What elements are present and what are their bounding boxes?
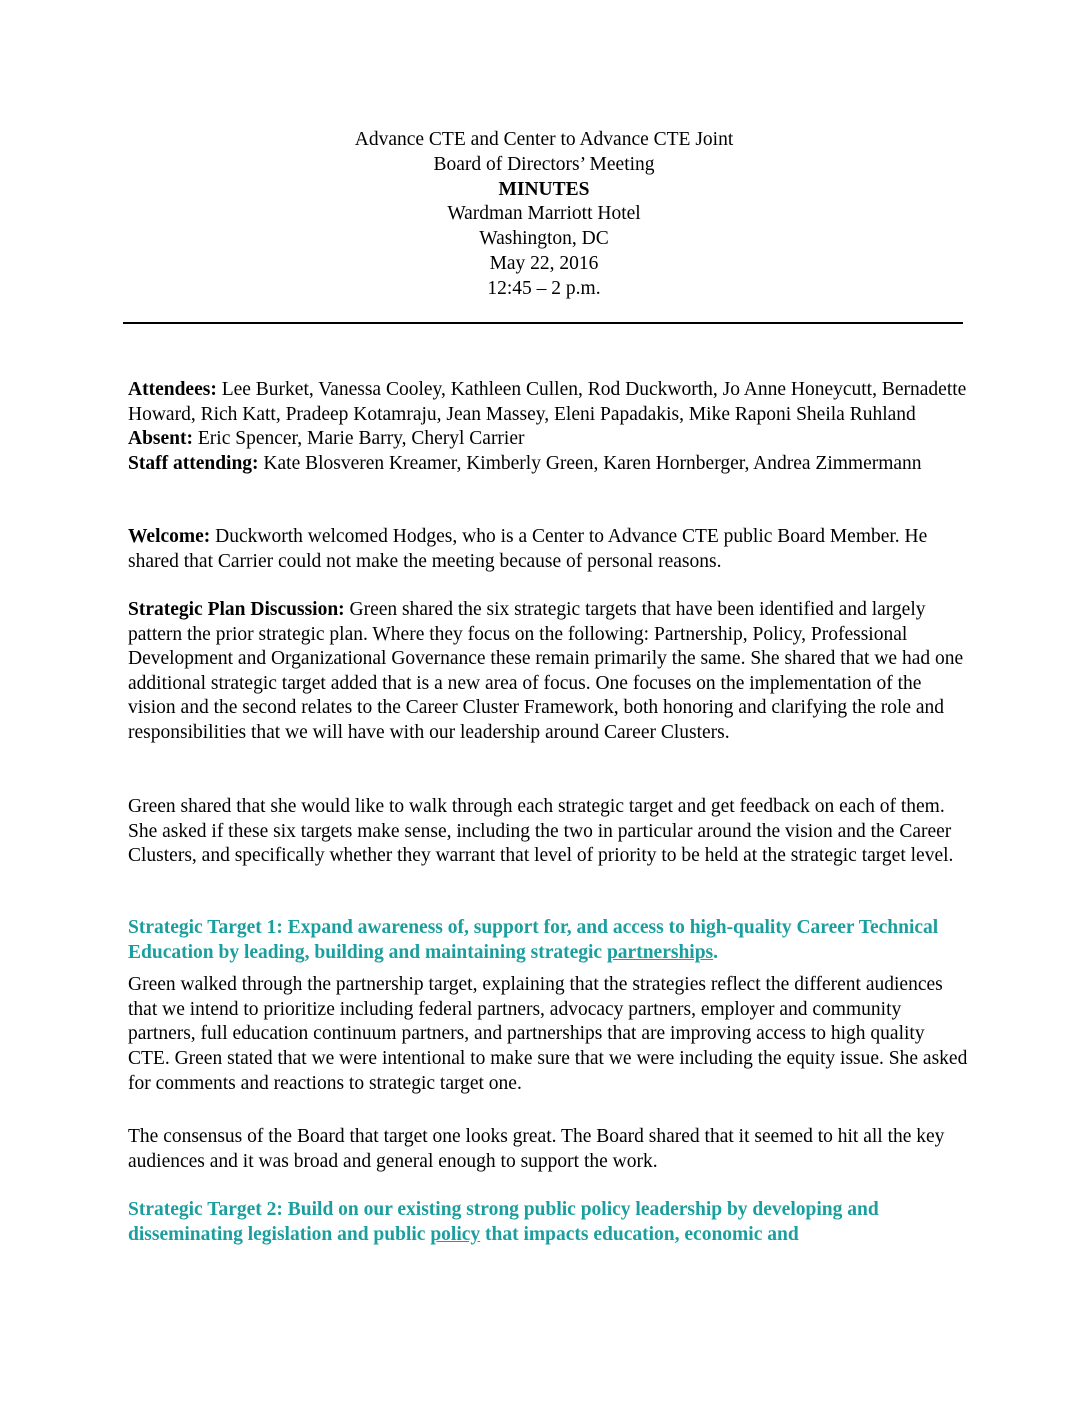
- target1-heading: [128, 916, 968, 965]
- strategic-plan-paragraph-2: Green shared that she would like to walk through each strategic target and get feedback on each of them. She asked if these six targets make sense, including the two in particular around the vision and the Career Clusters, and specifically whether they warrant that level of priority to be held at the strategic target level.: [128, 796, 954, 867]
- absent-list: Eric Spencer, Marie Barry, Cheryl Carrier: [193, 428, 525, 450]
- target1-consensus-block: [128, 1125, 968, 1174]
- target2-heading-text: Strategic Target 2: Build on our existing strong public policy leadership by developing and disseminating legislation and public: [128, 1199, 879, 1245]
- target1-heading-end: .: [713, 941, 719, 963]
- attendance-block: [128, 378, 968, 476]
- target2-heading: [128, 1198, 968, 1247]
- welcome-paragraph: [128, 525, 968, 574]
- welcome-block: [128, 525, 968, 574]
- header-time: 12:45 – 2 p.m.: [487, 277, 601, 299]
- target1-paragraph-2: The consensus of the Board that target one looks great. The Board shared that it seemed to hit all the key audiences and it was broad and general enough to support the work.: [128, 1126, 945, 1172]
- target1-partnerships-link[interactable]: partnerships: [606, 941, 714, 963]
- header-venue: Wardman Marriott Hotel: [447, 203, 641, 225]
- strategic-plan-label: Strategic Plan Discussion:: [128, 599, 345, 620]
- target2-block: [128, 1198, 968, 1247]
- staff-list: Kate Blosveren Kreamer, Kimberly Green, Karen Hornberger, Andrea Zimmermann: [258, 452, 922, 474]
- strategic-plan-block: [128, 598, 968, 746]
- absent-label: Absent:: [128, 428, 194, 450]
- welcome-text: Duckworth welcomed Hodges, who is a Center to Advance CTE public Board Member. He shared that Carrier could not make the meeting because of personal reasons.: [128, 526, 928, 572]
- document-header: [0, 128, 1088, 302]
- target1-block: [128, 916, 968, 1096]
- target1-paragraph-1: Green walked through the partnership target, explaining that the strategies reflect the different audiences that we intend to prioritize including federal partners, advocacy partners, employer and community partners, full education continuum partners, and partnerships that are improving access to high quality CTE. Green stated that we were intentional to make sure that we were including the equity issue. She asked for comments and reactions to strategic target one.: [128, 974, 968, 1094]
- attendees-paragraph: [128, 378, 968, 427]
- strategic-plan-followup-block: [128, 795, 968, 869]
- staff-paragraph: [128, 452, 968, 477]
- header-minutes: MINUTES: [498, 178, 590, 200]
- absent-paragraph: [128, 427, 968, 452]
- header-date: May 22, 2016: [489, 252, 599, 274]
- strategic-plan-paragraph: [128, 598, 968, 746]
- target2-policy-link[interactable]: policy: [430, 1223, 481, 1245]
- header-title-line2: Board of Directors’ Meeting: [433, 153, 655, 175]
- target1-heading-text: Strategic Target 1: Expand awareness of, support for, and access to high-quality Career Technical Education by leading, building and maintaining strategic: [128, 917, 939, 963]
- header-divider: [123, 322, 963, 324]
- strategic-plan-text: Green shared the six strategic targets that have been identified and largely pattern the prior strategic plan. Where they focus on the following: Partnership, Policy, Professional Development and Organizational Governance these remain primarily the same. She shared that we had one additional strategic target added that is a new area of focus. One focuses on the implementation of the vision and the second relates to the Career Cluster Framework, both honoring and clarifying the role and responsibilities that we will have with our leadership around Career Clusters.: [128, 599, 964, 743]
- attendees-label: Attendees:: [128, 379, 217, 400]
- staff-label: Staff attending:: [128, 452, 259, 474]
- attendees-list: Lee Burket, Vanessa Cooley, Kathleen Cullen, Rod Duckworth, Jo Anne Honeycutt, Bernadette Howard, Rich Katt, Pradeep Kotamraju, Jean Massey, Eleni Papadakis, Mike Raponi Sheila Ruhland: [128, 379, 967, 425]
- target2-heading-end: that impacts education, economic and: [480, 1223, 799, 1245]
- welcome-label: Welcome:: [128, 526, 211, 547]
- header-title-line1: Advance CTE and Center to Advance CTE Joint: [354, 129, 734, 150]
- header-city: Washington, DC: [479, 228, 609, 250]
